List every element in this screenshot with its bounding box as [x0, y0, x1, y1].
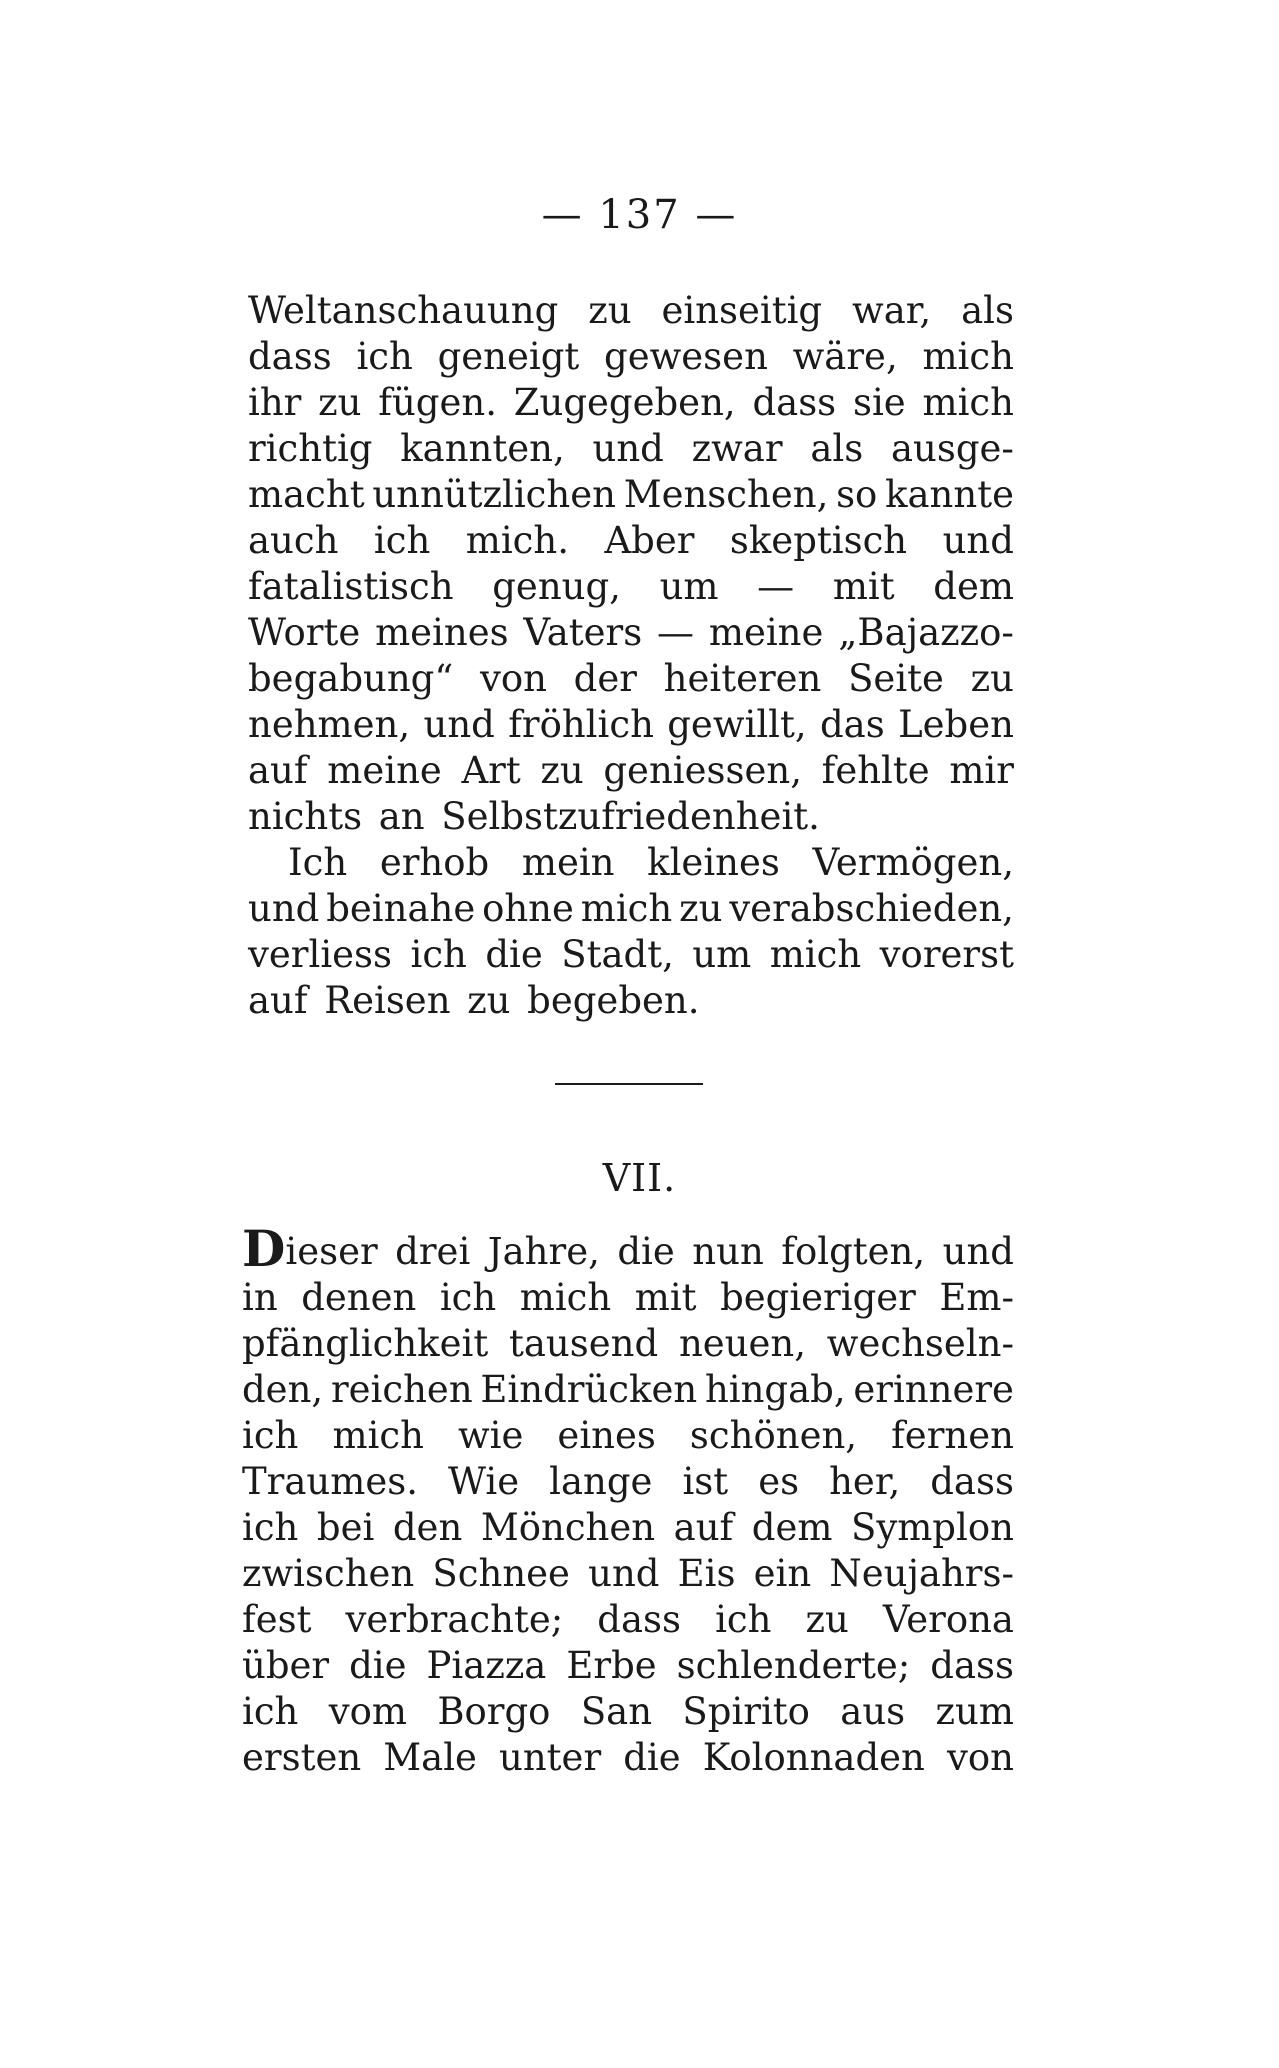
word: die	[349, 1644, 407, 1687]
word: zum	[935, 1690, 1014, 1733]
word: Borgo	[437, 1690, 551, 1733]
word: den	[392, 1506, 463, 1549]
text-line	[242, 1321, 1014, 1367]
word: erinnere	[853, 1368, 1014, 1411]
first-text-line	[242, 1219, 1014, 1278]
word: mich	[519, 1276, 612, 1319]
word: begabung“	[248, 657, 454, 700]
text-line	[248, 380, 1014, 426]
word: tausend	[509, 1322, 659, 1365]
word: ich	[373, 519, 431, 562]
word: verbrachte;	[345, 1598, 564, 1641]
word: folgten,	[781, 1230, 926, 1273]
word: Symplon	[850, 1506, 1014, 1549]
word: und	[942, 519, 1014, 562]
word: begieriger	[720, 1276, 916, 1319]
page-number-header: — 137 —	[541, 192, 738, 238]
word: einseitig	[661, 289, 823, 332]
word: her,	[829, 1460, 901, 1503]
word: richtig	[248, 427, 373, 470]
word: gewillt,	[667, 703, 807, 746]
text-line	[242, 1689, 1014, 1735]
word: kleines	[647, 841, 780, 884]
word: eines	[557, 1414, 656, 1457]
word: Erbe	[566, 1644, 657, 1687]
word: unnützlichen	[372, 473, 616, 516]
word: auf	[673, 1506, 734, 1549]
word: unter	[499, 1736, 602, 1779]
word: von	[479, 657, 547, 700]
word: zu	[805, 1598, 849, 1641]
word: lange	[549, 1460, 653, 1503]
word: um	[692, 933, 752, 976]
word: wie	[457, 1414, 524, 1457]
word: dass	[597, 1598, 682, 1641]
word: kannten,	[400, 427, 565, 470]
word: —	[657, 611, 695, 654]
word: fest	[242, 1598, 312, 1641]
word: beinahe	[326, 887, 476, 930]
text-line	[242, 1459, 1014, 1505]
text-line	[242, 1413, 1014, 1459]
word: vom	[328, 1690, 407, 1733]
word: verliess	[248, 933, 393, 976]
word: meines	[375, 611, 509, 654]
word: zu	[588, 289, 632, 332]
word: Traumes.	[242, 1460, 418, 1503]
word: Seite	[848, 657, 944, 700]
word: Vermögen,	[812, 841, 1014, 884]
word: ich	[242, 1414, 299, 1457]
word: San	[580, 1690, 653, 1733]
text-line	[248, 702, 1014, 748]
text-line	[242, 1275, 1014, 1321]
word: „Bajazzo-	[838, 611, 1014, 654]
word: das	[819, 703, 885, 746]
word: Wie	[448, 1460, 520, 1503]
word: den,	[242, 1368, 324, 1411]
word: dem	[933, 565, 1014, 608]
text-line	[248, 564, 1014, 610]
word: zwar	[691, 427, 783, 470]
word: Verona	[882, 1598, 1014, 1641]
word: mich	[922, 335, 1014, 378]
word: meine	[708, 611, 824, 654]
word: mein	[521, 841, 615, 884]
word: geniessen,	[603, 749, 802, 792]
text-line	[248, 932, 1014, 978]
word: ich	[242, 1506, 299, 1549]
word: ich	[410, 933, 467, 976]
word: an	[378, 795, 425, 838]
word: und	[592, 427, 664, 470]
text-line	[248, 656, 1014, 702]
word: drei	[395, 1230, 471, 1273]
word: Aber	[604, 519, 695, 562]
paragraph-continuation	[248, 288, 1014, 1024]
word: Male	[383, 1736, 477, 1779]
word: dass	[248, 335, 332, 378]
word: in	[242, 1276, 278, 1319]
word: geneigt	[437, 335, 580, 378]
word: —	[757, 565, 795, 608]
text-line	[248, 794, 1014, 840]
word: ieser	[285, 1230, 378, 1273]
word: ist	[682, 1460, 729, 1503]
word: gewesen	[604, 335, 768, 378]
word: auf	[248, 749, 308, 792]
word: fröhlich	[508, 703, 654, 746]
section-divider	[555, 1083, 703, 1085]
word: wäre,	[792, 335, 898, 378]
text-line	[242, 1643, 1014, 1689]
word: ersten	[242, 1736, 362, 1779]
word: um	[659, 565, 719, 608]
word: nun	[692, 1230, 764, 1273]
word: nichts	[248, 795, 363, 838]
word: ich	[356, 335, 413, 378]
word: mich	[922, 381, 1014, 424]
word: mich	[332, 1414, 424, 1457]
word: zu	[970, 657, 1014, 700]
word: als	[810, 427, 864, 470]
word: die	[623, 1736, 681, 1779]
text-line	[248, 748, 1014, 794]
text-line	[248, 334, 1014, 380]
text-line	[248, 610, 1014, 656]
word: war,	[852, 289, 932, 332]
word: macht	[248, 473, 365, 516]
word: ihr	[248, 381, 302, 424]
word: Em-	[939, 1276, 1014, 1319]
word: Schnee	[432, 1552, 570, 1595]
word: fatalistisch	[248, 565, 454, 608]
word: erhob	[379, 841, 490, 884]
word: fehlte	[821, 749, 930, 792]
word: bei	[316, 1506, 375, 1549]
text-line	[242, 1597, 1014, 1643]
word: und	[248, 887, 320, 930]
word: sie	[852, 381, 906, 424]
word: meine	[327, 749, 442, 792]
word: Art	[461, 749, 521, 792]
word: Weltanschauung	[248, 289, 559, 332]
word: ausge-	[890, 427, 1014, 470]
word: so	[836, 473, 878, 516]
word: Stadt,	[561, 933, 674, 976]
word: ohne	[482, 887, 574, 930]
text-line	[248, 886, 1014, 932]
word: die	[485, 933, 543, 976]
word: ich	[242, 1690, 299, 1733]
text-line	[248, 978, 1014, 1024]
word: Selbstzufriedenheit.	[441, 795, 820, 838]
text-line	[242, 1551, 1014, 1597]
word: die	[617, 1230, 675, 1273]
word: reichen	[330, 1368, 473, 1411]
word: Worte	[248, 611, 361, 654]
word: verabschieden,	[729, 887, 1014, 930]
word: fernen	[891, 1414, 1014, 1457]
word: dass	[930, 1460, 1014, 1503]
word: Eindrücken	[480, 1368, 698, 1411]
word: und	[423, 703, 495, 746]
word: Mönchen	[480, 1506, 656, 1549]
word: denen	[301, 1276, 417, 1319]
word: hingab,	[704, 1368, 846, 1411]
word: über	[242, 1644, 330, 1687]
word: Vaters	[523, 611, 643, 654]
word: genug,	[492, 565, 621, 608]
word: zwischen	[242, 1552, 415, 1595]
word: Menschen,	[623, 473, 829, 516]
word: und	[942, 1230, 1014, 1273]
word: Kolonnaden	[702, 1736, 925, 1779]
word: Jahre,	[487, 1230, 600, 1273]
text-line	[242, 1367, 1014, 1413]
word: mich	[769, 933, 862, 976]
word: ich	[439, 1276, 497, 1319]
text-line	[248, 518, 1014, 564]
word: neuen,	[678, 1322, 806, 1365]
word: und	[588, 1552, 660, 1595]
word: mit	[634, 1276, 697, 1319]
word: zu	[679, 887, 723, 930]
word: der	[573, 657, 637, 700]
word: heiteren	[663, 657, 822, 700]
word: kannte	[885, 473, 1014, 516]
word: schönen,	[689, 1414, 858, 1457]
word: Eis	[677, 1552, 736, 1595]
word: Spirito	[682, 1690, 810, 1733]
word: Reisen	[324, 979, 451, 1022]
text-line	[248, 840, 1014, 886]
word: wechseln-	[826, 1322, 1014, 1365]
word: Neujahrs-	[829, 1552, 1014, 1595]
word: aus	[840, 1690, 906, 1733]
word: skeptisch	[729, 519, 908, 562]
word: mit	[832, 565, 895, 608]
word: mich	[580, 887, 673, 930]
word: Zugegeben,	[513, 381, 736, 424]
word: begeben.	[527, 979, 700, 1022]
word: es	[758, 1460, 800, 1503]
chapter-heading: VII.	[602, 1156, 677, 1200]
word: ich	[715, 1598, 772, 1641]
word: dem	[751, 1506, 833, 1549]
drop-cap: D	[242, 1219, 286, 1278]
word: von	[946, 1736, 1014, 1779]
word: dass	[752, 381, 837, 424]
word: auch	[248, 519, 339, 562]
word: vorerst	[879, 933, 1014, 976]
text-line	[242, 1505, 1014, 1551]
text-line	[248, 426, 1014, 472]
text-line	[248, 472, 1014, 518]
word: als	[961, 289, 1014, 332]
text-line	[248, 288, 1014, 334]
word: zu	[467, 979, 511, 1022]
chapter-paragraph	[242, 1219, 1014, 1781]
first-line-words	[285, 1229, 1014, 1275]
word: mich.	[465, 519, 569, 562]
word: pfänglichkeit	[242, 1322, 489, 1365]
word: fügen.	[378, 381, 497, 424]
word: auf	[248, 979, 308, 1022]
word: Piazza	[426, 1644, 547, 1687]
word: nehmen,	[248, 703, 411, 746]
word: mir	[949, 749, 1014, 792]
text-line	[242, 1735, 1014, 1781]
word: zu	[540, 749, 584, 792]
word: Leben	[898, 703, 1014, 746]
word: ein	[753, 1552, 812, 1595]
word: Ich	[288, 841, 348, 884]
word: schlenderte;	[676, 1644, 911, 1687]
word: zu	[318, 381, 362, 424]
word: dass	[930, 1644, 1014, 1687]
